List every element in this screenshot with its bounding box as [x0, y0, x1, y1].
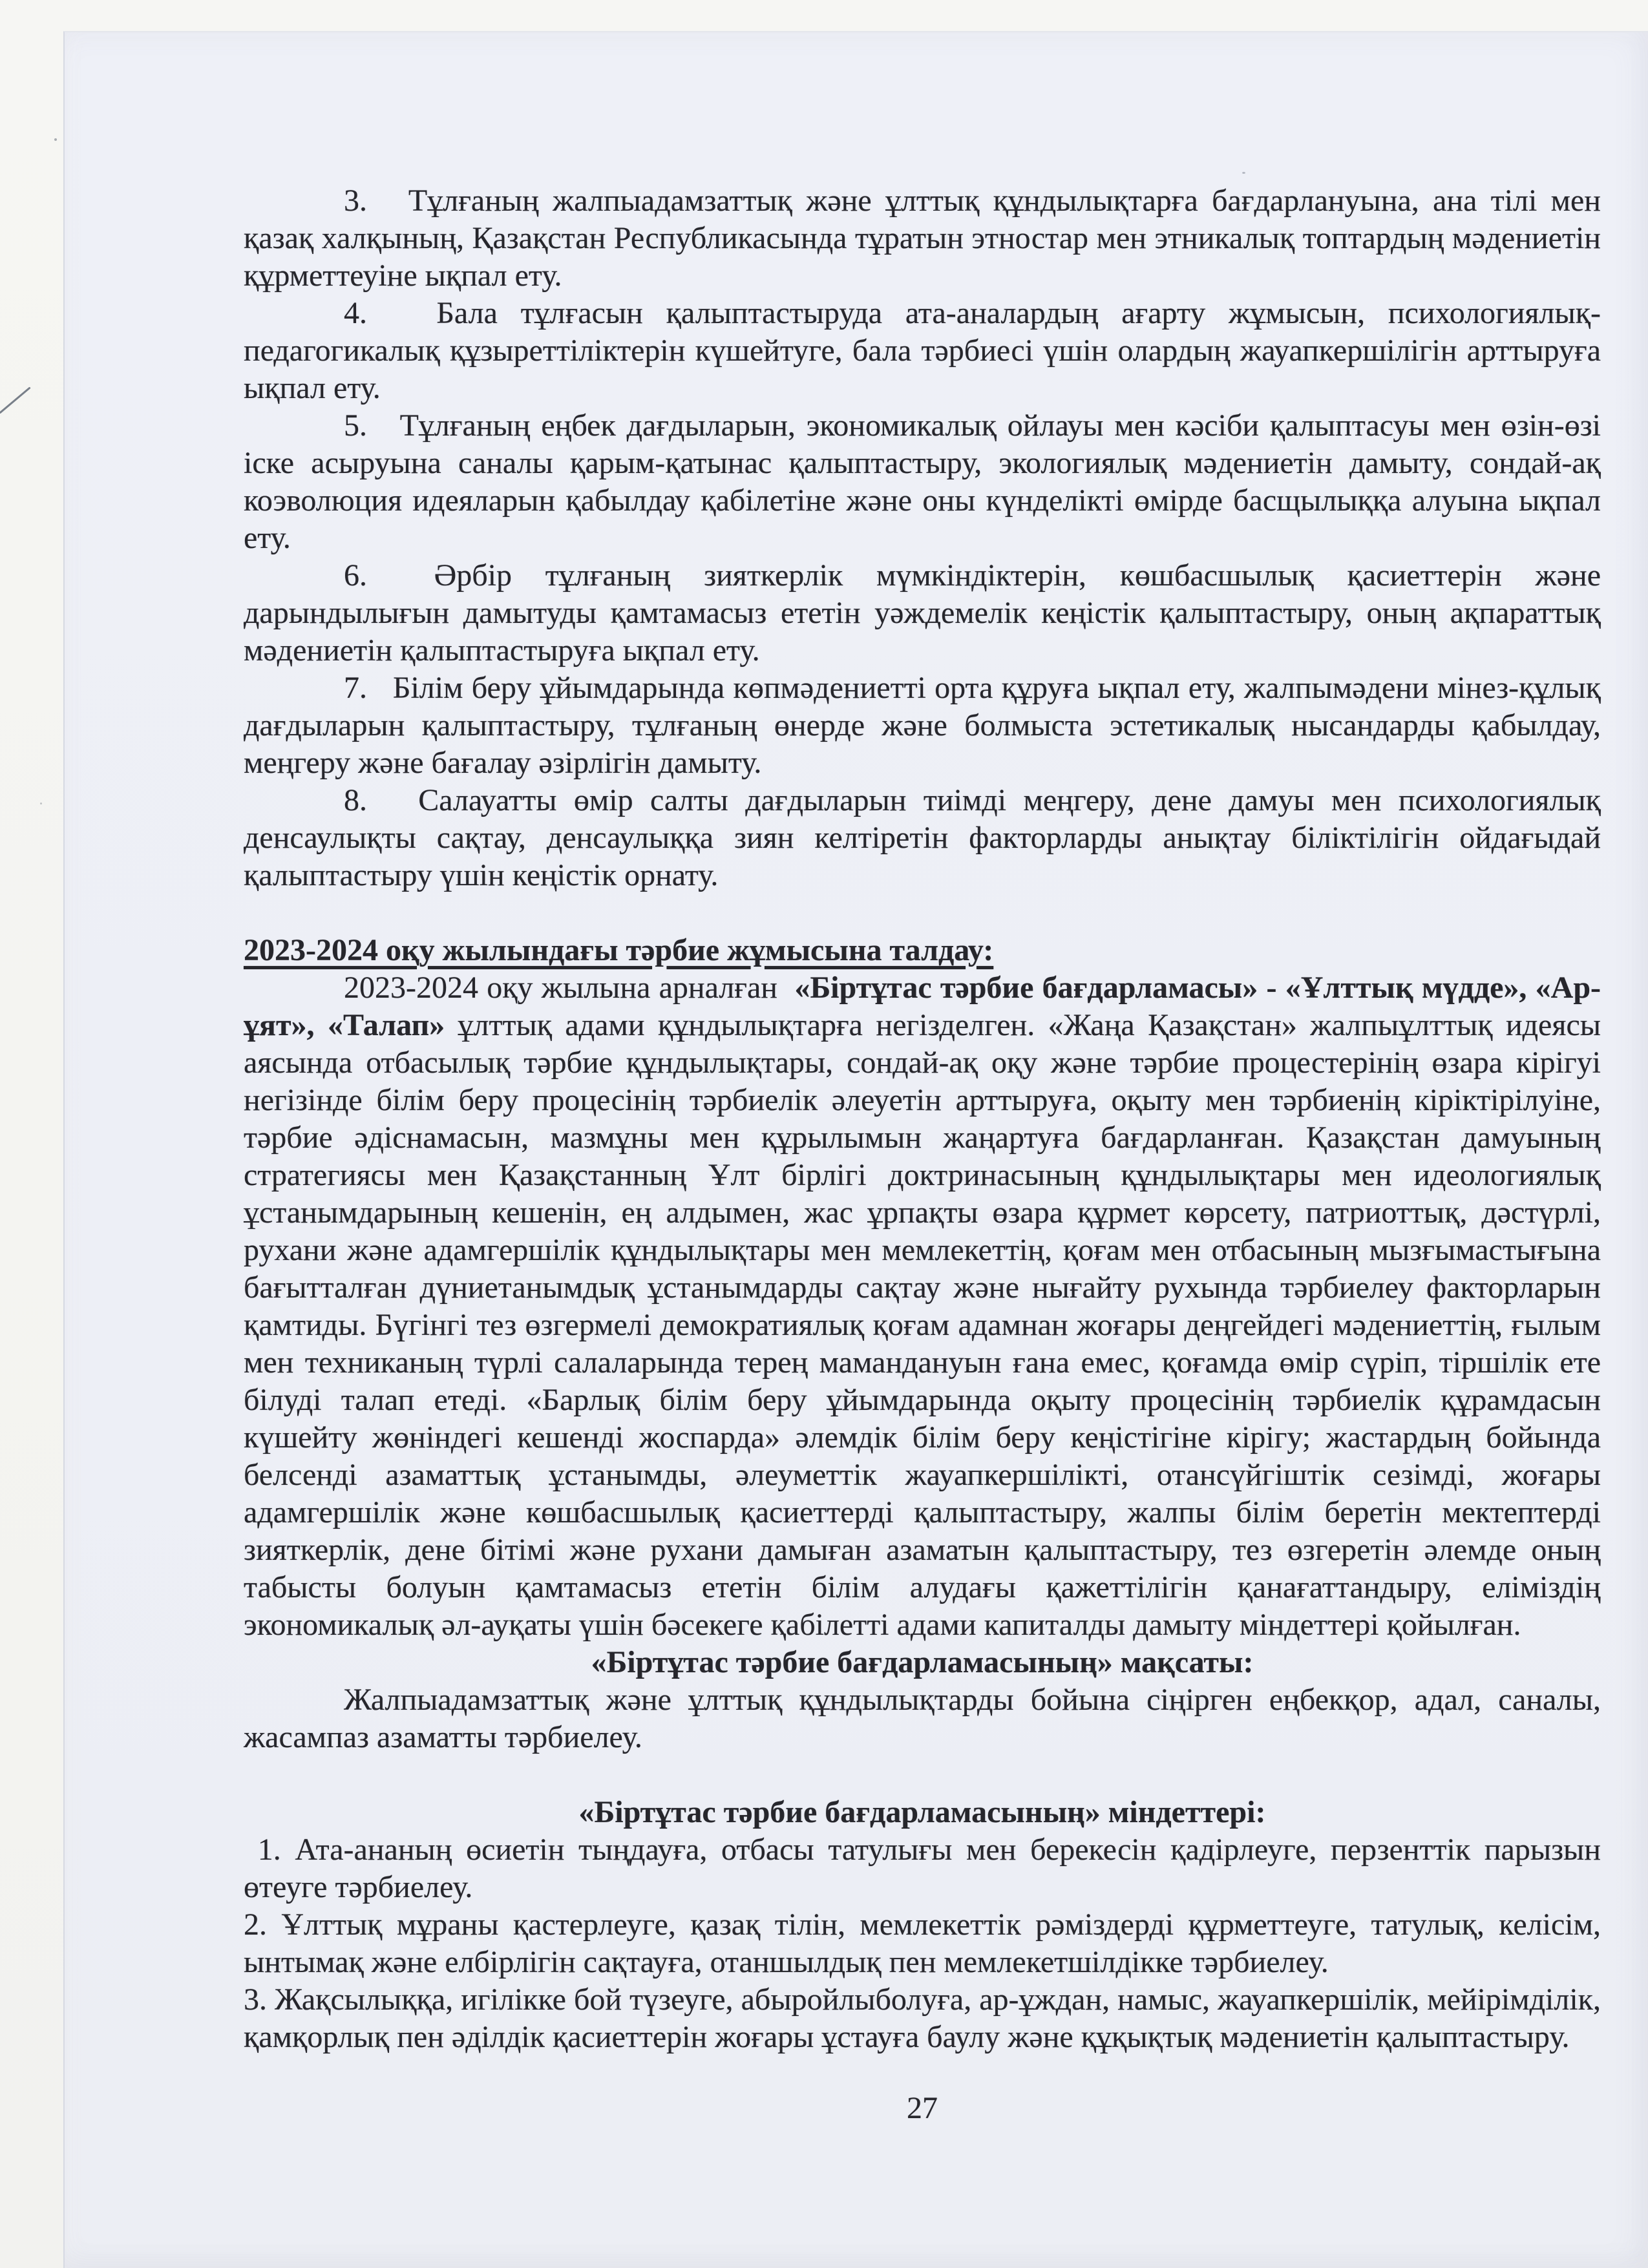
analysis-paragraph-intro: 2023-2024 оқу жылына арналған	[344, 971, 795, 1005]
analysis-paragraph-body: ұлттық адами құндылықтарға негізделген. «Жаңа Қазақстан» жалпыұлттық идеясы аясында отбасылық тәрбие құндылықтары, сондай-ақ оқу және тәрбие процестерінің өзара кірігуі негізінде білім беру процесінің тәрбиелік әлеуетін арттыруға, оқыту мен тәрбиенің кіріктірілуіне, тәрбие әдіснамасын, мазмұны мен құрылымын жаңартуға бағдарланған. Қазақстан дамуының стратегиясы мен Қазақстанның Ұлт бірлігі доктринасының құндылықтары мен идеологиялық ұстанымдарының кешенін, ең алдымен, жас ұрпақты өзара құрмет көрсету, патриоттық, дәстүрлі, рухани және адамгершілік құндылықтары мен мемлекеттің, қоғам мен отбасының мызғымастығына бағытталған дүниетанымдық ұстанымдарды сақтау және нығайту рухында тәрбиелеу факторларын қамтиды. Бүгінгі тез өзгермелі демократиялық қоғам адамнан жоғары деңгейдегі мәдениеттің, ғылым мен техниканың түрлі салаларында терең мамандануын ғана емес, қоғамда өмір сүріп, тіршілік ете білуді талап етеді. «Барлық білім беру ұйымдарында оқыту процесінің тәрбиелік құрамдасын күшейту жөніндегі кешенді жоспарда» әлемдік білім беру кеңістігіне кірігу; жастардың бойында белсенді азаматтық ұстанымды, әлеуметтік жауапкершілікті, отансүйгіштік сезімді, жоғары адамгершілік және көшбасшылық қасиеттерді қалыптастыру, жалпы білім беретін мектептерді зияткерлік, дене бітімі және рухани дамыған азаматын қалыптастыру, тез өзгеретін әлемде оның табысты болуын қамтамасыз ететін білім алудағы қажеттілігін қанағаттандыру, еліміздің экономикалық әл-ауқаты үшін бәсекеге қабілетті адами капиталды дамыту міндеттері қойылған.	[244, 1008, 1601, 1642]
task-item-3: 3. Жақсылыққа, игілікке бой түзеуге, абыройлыболуға, ар-ұждан, намыс, жауапкершілік, мейірімділік, қамқорлық пен әділдік қасиеттерін жоғары ұстауға баулу және құқықтық мәдениетін қалыптастыру.	[244, 1982, 1601, 2054]
goal-heading: «Біртұтас тәрбие бағдарламасының» мақсаты:	[591, 1645, 1254, 1679]
pen-scratch-mark	[0, 386, 31, 414]
numbered-paragraph-7: 7. Білім беру ұйымдарында көпмәдениетті орта құруға ықпал ету, жалпымәдени мінез-құлық дағдыларын қалыптастыру, тұлғаның өнерде және болмыста эстетикалық нысандарды қабылдау, меңгеру және бағалау әзірлігін дамыту.	[244, 671, 1601, 780]
numbered-paragraph-4: 4. Бала тұлғасын қалыптастыруда ата-аналардың ағарту жұмысын, психологиялық-педагогикалық құзыреттіліктерін күшейтуге, бала тәрбиесі үшін олардың жауапкершілігін арттыруға ықпал ету.	[244, 296, 1601, 405]
page-number: 27	[907, 2091, 938, 2125]
goal-paragraph: Жалпыадамзаттық және ұлттық құндылықтарды бойына сіңірген еңбекқор, адал, саналы, жасампаз азаматты тәрбиелеу.	[244, 1683, 1601, 1754]
scan-speck	[40, 803, 42, 804]
tasks-heading: «Біртұтас тәрбие бағдарламасының» міндеттері:	[578, 1795, 1266, 1829]
scan-speck	[1242, 172, 1245, 174]
numbered-paragraph-3: 3. Тұлғаның жалпыадамзаттық және ұлттық құндылықтарға бағдарлануына, ана тілі мен қазақ халқының, Қазақстан Республикасында тұратын этностар мен этникалық топтардың мәдениетін құрметтеуіне ықпал ету.	[244, 184, 1601, 293]
analysis-section-heading-text: 2023-2024 оқу жылындағы тәрбие жұмысына талдау:	[244, 933, 994, 967]
task-item-1: 1. Ата-ананың өсиетін тыңдауға, отбасы татулығы мен берекесін қадірлеуге, перзенттік парызын өтеуге тәрбиелеу.	[244, 1832, 1601, 1904]
numbered-paragraph-8: 8. Салауатты өмір салты дағдыларын тиімді меңгеру, дене дамуы мен психологиялық денсаулықты сақтау, денсаулыққа зиян келтіретін факторларды анықтау біліктілігін ойдағыдай қалыптастыру үшін кеңістік орнату.	[244, 783, 1601, 892]
analysis-paragraph	[244, 969, 1601, 1644]
task-item-2: 2. Ұлттық мұраны қастерлеуге, қазақ тілін, мемлекеттік рәміздерді құрметтеуге, татулық, келісім, ынтымақ және елбірлігін сақтауға, отаншылдық пен мемлекетшілдікке тәрбиелеу.	[244, 1907, 1601, 1979]
page-content	[244, 182, 1601, 2127]
scan-speck	[54, 138, 57, 141]
document-page	[63, 31, 1648, 2268]
numbered-paragraph-5: 5. Тұлғаның еңбек дағдыларын, экономикалық ойлауы мен кәсіби қалыптасуы мен өзін-өзі іске асыруына саналы қарым-қатынас қалыптастыру, экологиялық мәдениетін дамыту, сондай-ақ коэволюция идеяларын қабылдау қабілетіне және оны күнделікті өмірде басщылыққа алуына ықпал ету.	[244, 408, 1601, 555]
numbered-paragraph-6: 6. Әрбір тұлғаның зияткерлік мүмкіндіктерін, көшбасшылық қасиеттерін және дарындылығын дамытуды қамтамасыз ететін уәждемелік кеңістік қалыптастыру, оның ақпараттық мәдениетін қалыптастыруға ықпал ету.	[244, 558, 1601, 667]
program-names-bold: «Біртұтас тәрбие бағдарламасы» - «Ұлттық мүдде», «Ар-ұят», «Талап»	[244, 971, 1601, 1042]
analysis-section-heading	[244, 932, 1601, 969]
